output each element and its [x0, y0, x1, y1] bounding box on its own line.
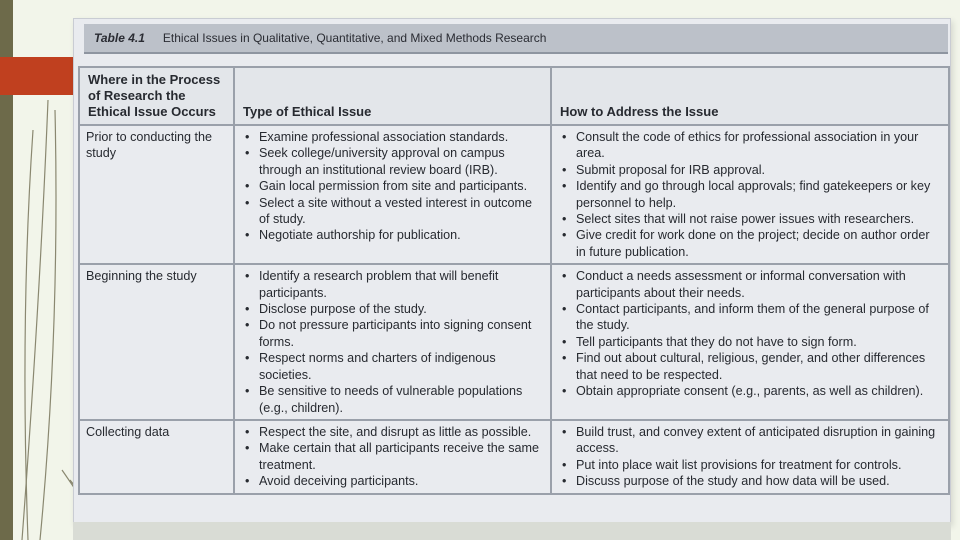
table-number: Table 4.1	[94, 31, 145, 45]
issue-cell	[234, 264, 551, 420]
remedy-item: • Discuss purpose of the study and how data will be used.	[558, 473, 942, 489]
table-header-row	[79, 67, 949, 125]
col-header-address: How to Address the Issue	[551, 67, 949, 125]
stage-cell: Beginning the study	[79, 264, 234, 420]
remedy-item: • Submit proposal for IRB approval.	[558, 162, 942, 178]
issue-item: • Make certain that all participants receive the same treatment.	[241, 440, 544, 473]
remedy-item: • Give credit for work done on the project; decide on author order in future publication.	[558, 227, 942, 260]
accent-block	[0, 57, 74, 95]
remedy-list	[558, 424, 942, 490]
issue-list	[241, 268, 544, 416]
stage-cell: Collecting data	[79, 420, 234, 494]
issue-item: • Identify a research problem that will benefit participants.	[241, 268, 544, 301]
issue-list	[241, 424, 544, 490]
remedy-item: • Conduct a needs assessment or informal conversation with participants about their needs.	[558, 268, 942, 301]
issue-item: • Respect the site, and disrupt as little as possible.	[241, 424, 544, 440]
remedy-item: • Build trust, and convey extent of anticipated disruption in gaining access.	[558, 424, 942, 457]
stage-cell: Prior to conducting the study	[79, 125, 234, 264]
remedy-item: • Obtain appropriate consent (e.g., parents, as well as children).	[558, 383, 942, 399]
table-row	[79, 264, 949, 420]
remedy-list	[558, 129, 942, 260]
table-caption	[84, 24, 948, 54]
issue-item: • Be sensitive to needs of vulnerable populations (e.g., children).	[241, 383, 544, 416]
col-header-issue: Type of Ethical Issue	[234, 67, 551, 125]
remedy-item: • Consult the code of ethics for professional association in your area.	[558, 129, 942, 162]
issue-item: • Negotiate authorship for publication.	[241, 227, 544, 243]
issue-item: • Select a site without a vested interest in outcome of study.	[241, 195, 544, 228]
issue-cell	[234, 420, 551, 494]
remedy-item: • Find out about cultural, religious, gender, and other differences that need to be respected.	[558, 350, 942, 383]
remedy-item: • Tell participants that they do not have to sign form.	[558, 334, 942, 350]
issue-list	[241, 129, 544, 244]
remedy-cell	[551, 420, 949, 494]
photo-bottom-edge	[73, 522, 951, 540]
remedy-item: • Contact participants, and inform them of the general purpose of the study.	[558, 301, 942, 334]
issue-item: • Respect norms and charters of indigenous societies.	[241, 350, 544, 383]
remedy-item: • Put into place wait list provisions for treatment for controls.	[558, 457, 942, 473]
remedy-item: • Identify and go through local approvals; find gatekeepers or key personnel to help.	[558, 178, 942, 211]
issue-item: • Do not pressure participants into signing consent forms.	[241, 317, 544, 350]
remedy-cell	[551, 125, 949, 264]
issue-item: • Seek college/university approval on campus through an institutional review board (IRB).	[241, 145, 544, 178]
issue-item: • Examine professional association standards.	[241, 129, 544, 145]
table-body	[79, 125, 949, 494]
issue-cell	[234, 125, 551, 264]
issue-item: • Avoid deceiving participants.	[241, 473, 544, 489]
table-photo	[73, 18, 951, 524]
issue-item: • Disclose purpose of the study.	[241, 301, 544, 317]
col-header-stage: Where in the Process of Research the Ethical Issue Occurs	[79, 67, 234, 125]
table-title: Ethical Issues in Qualitative, Quantitative, and Mixed Methods Research	[162, 31, 547, 45]
ethics-table	[78, 66, 950, 495]
remedy-item: • Select sites that will not raise power issues with researchers.	[558, 211, 942, 227]
table-row	[79, 420, 949, 494]
remedy-list	[558, 268, 942, 399]
issue-item: • Gain local permission from site and participants.	[241, 178, 544, 194]
remedy-cell	[551, 264, 949, 420]
table-row	[79, 125, 949, 264]
